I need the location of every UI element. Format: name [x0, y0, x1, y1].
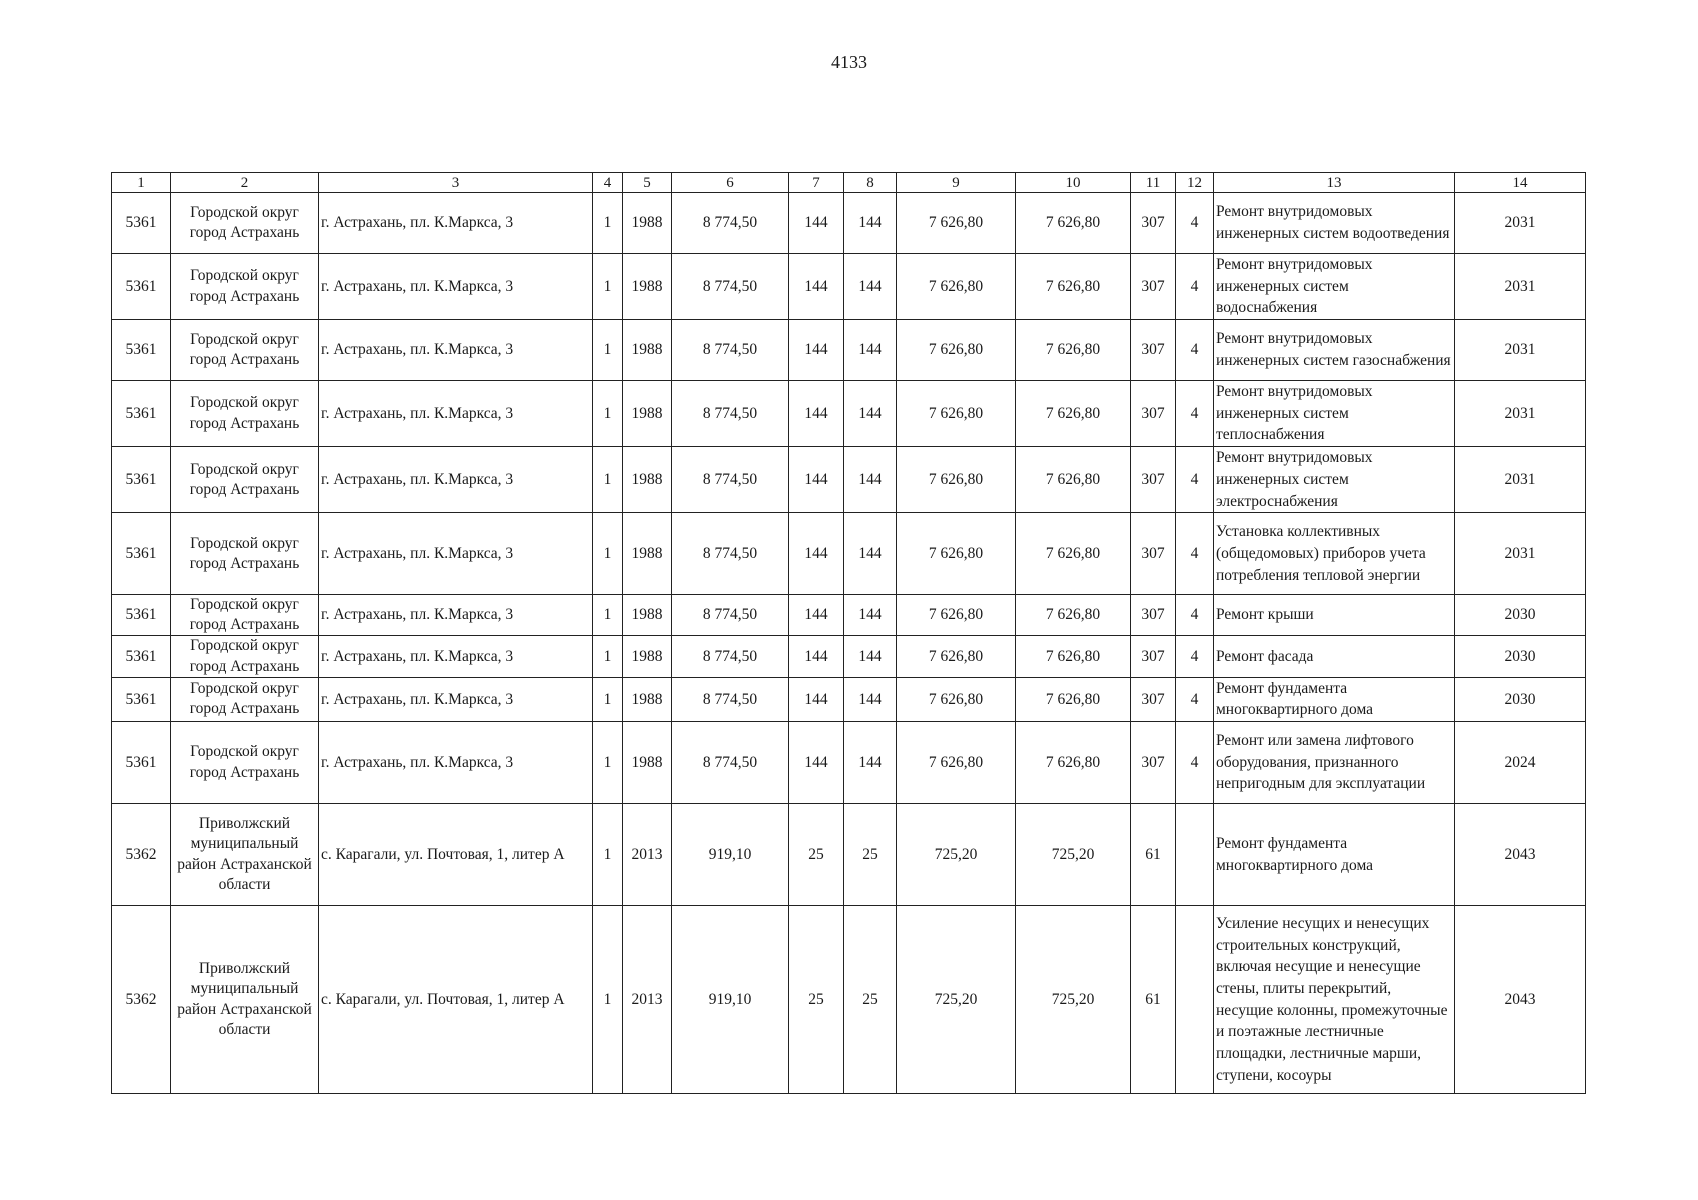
cell-address: г. Астрахань, пл. К.Маркса, 3	[319, 193, 593, 254]
column-header: 12	[1176, 173, 1214, 193]
cell-work-type: Ремонт или замена лифтового оборудования, признанного непригодным для эксплуатации	[1214, 722, 1455, 804]
cell-work-type: Ремонт фундамента многоквартирного дома	[1214, 677, 1455, 721]
cell-plan-year: 2031	[1455, 381, 1586, 447]
cell-col6: 8 774,50	[672, 513, 789, 595]
cell-col6: 8 774,50	[672, 722, 789, 804]
cell-col4: 1	[593, 320, 623, 381]
cell-plan-year: 2024	[1455, 722, 1586, 804]
cell-address: г. Астрахань, пл. К.Маркса, 3	[319, 636, 593, 677]
cell-col6: 8 774,50	[672, 595, 789, 636]
cell-municipality: Городской округ город Астрахань	[171, 447, 319, 513]
cell-col11: 307	[1131, 636, 1176, 677]
cell-col12: 4	[1176, 677, 1214, 721]
cell-col8: 144	[844, 513, 897, 595]
cell-col11: 307	[1131, 722, 1176, 804]
cell-plan-year: 2030	[1455, 677, 1586, 721]
cell-municipality: Городской округ город Астрахань	[171, 320, 319, 381]
cell-col8: 144	[844, 636, 897, 677]
column-header: 7	[789, 173, 844, 193]
cell-col10: 7 626,80	[1016, 193, 1131, 254]
column-header: 11	[1131, 173, 1176, 193]
cell-col10: 7 626,80	[1016, 320, 1131, 381]
cell-col6: 8 774,50	[672, 636, 789, 677]
cell-col4: 1	[593, 254, 623, 320]
cell-col12: 4	[1176, 636, 1214, 677]
cell-col12: 4	[1176, 595, 1214, 636]
column-header: 14	[1455, 173, 1586, 193]
cell-address: г. Астрахань, пл. К.Маркса, 3	[319, 381, 593, 447]
cell-work-type: Ремонт внутридомовых инженерных систем электроснабжения	[1214, 447, 1455, 513]
cell-col8: 144	[844, 595, 897, 636]
cell-work-type: Ремонт крыши	[1214, 595, 1455, 636]
cell-work-type: Ремонт фундамента многоквартирного дома	[1214, 804, 1455, 906]
cell-address: г. Астрахань, пл. К.Маркса, 3	[319, 254, 593, 320]
cell-col9: 7 626,80	[897, 722, 1016, 804]
cell-col9: 7 626,80	[897, 595, 1016, 636]
table-row	[112, 447, 1586, 513]
cell-col6: 8 774,50	[672, 447, 789, 513]
cell-col7: 144	[789, 447, 844, 513]
cell-municipality: Приволжский муниципальный район Астраханской области	[171, 906, 319, 1094]
cell-plan-year: 2043	[1455, 906, 1586, 1094]
cell-work-type: Ремонт внутридомовых инженерных систем газоснабжения	[1214, 320, 1455, 381]
cell-col11: 307	[1131, 677, 1176, 721]
cell-col8: 25	[844, 906, 897, 1094]
cell-id: 5361	[112, 254, 171, 320]
cell-id: 5361	[112, 193, 171, 254]
cell-plan-year: 2031	[1455, 447, 1586, 513]
cell-col11: 307	[1131, 320, 1176, 381]
cell-col6: 919,10	[672, 804, 789, 906]
cell-work-type: Ремонт внутридомовых инженерных систем водоснабжения	[1214, 254, 1455, 320]
cell-col12	[1176, 906, 1214, 1094]
cell-col8: 144	[844, 254, 897, 320]
cell-municipality: Городской округ город Астрахань	[171, 722, 319, 804]
cell-col9: 7 626,80	[897, 254, 1016, 320]
cell-col7: 144	[789, 254, 844, 320]
cell-year: 1988	[623, 193, 672, 254]
cell-col12: 4	[1176, 193, 1214, 254]
cell-col8: 144	[844, 193, 897, 254]
cell-col10: 7 626,80	[1016, 595, 1131, 636]
cell-col7: 144	[789, 595, 844, 636]
cell-year: 1988	[623, 320, 672, 381]
cell-plan-year: 2031	[1455, 513, 1586, 595]
cell-municipality: Городской округ город Астрахань	[171, 381, 319, 447]
cell-col8: 144	[844, 447, 897, 513]
cell-municipality: Приволжский муниципальный район Астраханской области	[171, 804, 319, 906]
cell-col9: 7 626,80	[897, 513, 1016, 595]
cell-plan-year: 2031	[1455, 320, 1586, 381]
cell-col6: 8 774,50	[672, 193, 789, 254]
column-header: 3	[319, 173, 593, 193]
cell-col7: 144	[789, 381, 844, 447]
cell-col7: 144	[789, 722, 844, 804]
cell-id: 5361	[112, 722, 171, 804]
cell-year: 1988	[623, 513, 672, 595]
table-row	[112, 320, 1586, 381]
cell-plan-year: 2031	[1455, 254, 1586, 320]
cell-work-type: Ремонт внутридомовых инженерных систем теплоснабжения	[1214, 381, 1455, 447]
cell-col6: 8 774,50	[672, 320, 789, 381]
cell-id: 5361	[112, 677, 171, 721]
cell-work-type: Ремонт внутридомовых инженерных систем водоотведения	[1214, 193, 1455, 254]
cell-year: 1988	[623, 722, 672, 804]
cell-year: 1988	[623, 447, 672, 513]
cell-col7: 144	[789, 320, 844, 381]
cell-col7: 144	[789, 513, 844, 595]
cell-col6: 8 774,50	[672, 254, 789, 320]
cell-col11: 307	[1131, 447, 1176, 513]
cell-col4: 1	[593, 906, 623, 1094]
cell-col8: 144	[844, 722, 897, 804]
table-row	[112, 513, 1586, 595]
table-row	[112, 636, 1586, 677]
cell-col11: 307	[1131, 595, 1176, 636]
cell-col9: 725,20	[897, 804, 1016, 906]
table-row	[112, 722, 1586, 804]
cell-year: 1988	[623, 254, 672, 320]
cell-col4: 1	[593, 193, 623, 254]
column-header: 1	[112, 173, 171, 193]
cell-col10: 7 626,80	[1016, 722, 1131, 804]
cell-col6: 8 774,50	[672, 381, 789, 447]
cell-id: 5361	[112, 447, 171, 513]
cell-col6: 919,10	[672, 906, 789, 1094]
cell-year: 2013	[623, 906, 672, 1094]
cell-col8: 144	[844, 320, 897, 381]
cell-col4: 1	[593, 381, 623, 447]
column-header: 13	[1214, 173, 1455, 193]
column-header: 2	[171, 173, 319, 193]
cell-col4: 1	[593, 636, 623, 677]
cell-municipality: Городской округ город Астрахань	[171, 193, 319, 254]
cell-id: 5361	[112, 320, 171, 381]
column-header: 4	[593, 173, 623, 193]
cell-address: г. Астрахань, пл. К.Маркса, 3	[319, 595, 593, 636]
cell-col10: 7 626,80	[1016, 677, 1131, 721]
column-header: 6	[672, 173, 789, 193]
cell-col10: 7 626,80	[1016, 447, 1131, 513]
table-row	[112, 193, 1586, 254]
column-header: 8	[844, 173, 897, 193]
cell-col4: 1	[593, 677, 623, 721]
column-header: 10	[1016, 173, 1131, 193]
cell-col9: 7 626,80	[897, 193, 1016, 254]
cell-col7: 144	[789, 636, 844, 677]
cell-municipality: Городской округ город Астрахань	[171, 513, 319, 595]
cell-col4: 1	[593, 447, 623, 513]
cell-col7: 144	[789, 677, 844, 721]
cell-col10: 725,20	[1016, 804, 1131, 906]
cell-col11: 61	[1131, 804, 1176, 906]
cell-address: с. Карагали, ул. Почтовая, 1, литер А	[319, 906, 593, 1094]
cell-col10: 7 626,80	[1016, 381, 1131, 447]
cell-year: 1988	[623, 677, 672, 721]
cell-col12: 4	[1176, 381, 1214, 447]
cell-col11: 307	[1131, 513, 1176, 595]
cell-municipality: Городской округ город Астрахань	[171, 595, 319, 636]
cell-col4: 1	[593, 595, 623, 636]
cell-col10: 725,20	[1016, 906, 1131, 1094]
cell-col9: 7 626,80	[897, 381, 1016, 447]
cell-id: 5362	[112, 906, 171, 1094]
header-row	[112, 173, 1586, 193]
cell-address: г. Астрахань, пл. К.Маркса, 3	[319, 722, 593, 804]
page-number: 4133	[831, 52, 867, 72]
cell-col9: 7 626,80	[897, 320, 1016, 381]
cell-work-type: Усиление несущих и ненесущих строительных конструкций, включая несущие и ненесущие стены, плиты перекрытий, несущие колонны, промежуточные и поэтажные лестничные площадки, лестничные марши, ступени, косоуры	[1214, 906, 1455, 1094]
cell-col6: 8 774,50	[672, 677, 789, 721]
cell-year: 1988	[623, 636, 672, 677]
table-row	[112, 254, 1586, 320]
cell-col12: 4	[1176, 722, 1214, 804]
column-header: 9	[897, 173, 1016, 193]
cell-id: 5362	[112, 804, 171, 906]
registry-table	[111, 172, 1586, 1094]
table-row	[112, 906, 1586, 1094]
cell-plan-year: 2030	[1455, 636, 1586, 677]
table-row	[112, 677, 1586, 721]
cell-id: 5361	[112, 513, 171, 595]
cell-year: 1988	[623, 595, 672, 636]
cell-col9: 7 626,80	[897, 447, 1016, 513]
cell-municipality: Городской округ город Астрахань	[171, 677, 319, 721]
table-row	[112, 804, 1586, 906]
cell-id: 5361	[112, 636, 171, 677]
cell-col10: 7 626,80	[1016, 636, 1131, 677]
cell-col12: 4	[1176, 320, 1214, 381]
cell-col11: 61	[1131, 906, 1176, 1094]
cell-col11: 307	[1131, 193, 1176, 254]
cell-col8: 144	[844, 381, 897, 447]
cell-address: г. Астрахань, пл. К.Маркса, 3	[319, 447, 593, 513]
table-row	[112, 595, 1586, 636]
cell-col9: 725,20	[897, 906, 1016, 1094]
cell-col8: 144	[844, 677, 897, 721]
cell-col7: 25	[789, 906, 844, 1094]
cell-id: 5361	[112, 381, 171, 447]
cell-col11: 307	[1131, 254, 1176, 320]
cell-municipality: Городской округ город Астрахань	[171, 636, 319, 677]
cell-address: г. Астрахань, пл. К.Маркса, 3	[319, 320, 593, 381]
cell-plan-year: 2030	[1455, 595, 1586, 636]
cell-col9: 7 626,80	[897, 677, 1016, 721]
cell-work-type: Установка коллективных (общедомовых) приборов учета потребления тепловой энергии	[1214, 513, 1455, 595]
cell-address: г. Астрахань, пл. К.Маркса, 3	[319, 513, 593, 595]
cell-col7: 144	[789, 193, 844, 254]
cell-address: г. Астрахань, пл. К.Маркса, 3	[319, 677, 593, 721]
table-row	[112, 381, 1586, 447]
cell-col4: 1	[593, 513, 623, 595]
cell-col4: 1	[593, 804, 623, 906]
cell-col10: 7 626,80	[1016, 254, 1131, 320]
cell-col12	[1176, 804, 1214, 906]
cell-year: 1988	[623, 381, 672, 447]
column-header: 5	[623, 173, 672, 193]
cell-col4: 1	[593, 722, 623, 804]
cell-col10: 7 626,80	[1016, 513, 1131, 595]
cell-col11: 307	[1131, 381, 1176, 447]
cell-address: с. Карагали, ул. Почтовая, 1, литер А	[319, 804, 593, 906]
cell-plan-year: 2043	[1455, 804, 1586, 906]
cell-col7: 25	[789, 804, 844, 906]
cell-col8: 25	[844, 804, 897, 906]
cell-col12: 4	[1176, 513, 1214, 595]
cell-year: 2013	[623, 804, 672, 906]
cell-id: 5361	[112, 595, 171, 636]
cell-col12: 4	[1176, 254, 1214, 320]
cell-municipality: Городской округ город Астрахань	[171, 254, 319, 320]
cell-col9: 7 626,80	[897, 636, 1016, 677]
cell-col12: 4	[1176, 447, 1214, 513]
cell-work-type: Ремонт фасада	[1214, 636, 1455, 677]
cell-plan-year: 2031	[1455, 193, 1586, 254]
